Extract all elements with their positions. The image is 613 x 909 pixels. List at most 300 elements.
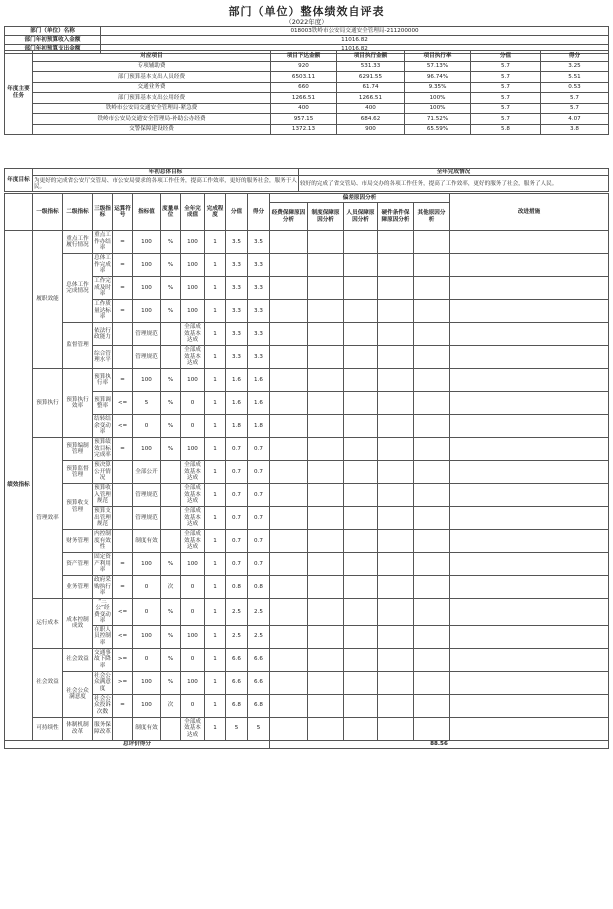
perf-analysis-cell	[308, 576, 344, 599]
perf-cell: %	[161, 648, 181, 671]
perf-row	[5, 231, 609, 254]
perf-cell: %	[161, 392, 181, 415]
perf-cell: 100	[181, 231, 205, 254]
perf-sub-s3: 监督管理	[63, 323, 93, 369]
perf-analysis-cell	[450, 461, 609, 484]
perf-cell: 总体工作完成率	[93, 254, 113, 277]
perf-cell: 1	[205, 507, 226, 530]
perf-analysis-cell	[450, 553, 609, 576]
perf-cell: =	[113, 369, 133, 392]
perf-cell: 0.7	[248, 530, 270, 553]
dept-value: 018003铁岭市公安局交通安全管理局-211200000	[101, 27, 609, 36]
perf-analysis-cell	[414, 530, 450, 553]
perf-analysis-cell	[414, 507, 450, 530]
perf-cell: %	[161, 415, 181, 438]
task-cell: 65.59%	[405, 124, 471, 135]
perf-cell: 3.3	[226, 254, 248, 277]
perf-cell: 预算调整率	[93, 392, 113, 415]
perf-analysis-cell	[378, 300, 414, 323]
perf-analysis-cell	[308, 461, 344, 484]
perf-cell: 2.5	[226, 599, 248, 626]
goals-table	[4, 168, 609, 192]
perf-analysis-cell	[450, 717, 609, 740]
perf-row	[5, 576, 609, 599]
perf-analysis-cell	[450, 648, 609, 671]
perf-cell: %	[161, 553, 181, 576]
perf-cell	[113, 323, 133, 346]
perf-sub-s6: 预算监督管理	[63, 461, 93, 484]
perf-row	[5, 717, 609, 740]
perf-cell: 全部成效基本达成	[181, 717, 205, 740]
perf-row	[5, 254, 609, 277]
perf-cell: 制度有效	[133, 717, 161, 740]
perf-cell	[161, 346, 181, 369]
perf-cell: 重点工作办结率	[93, 231, 113, 254]
perf-analysis-cell	[308, 438, 344, 461]
perf-sub-s13: 社会公众满意度	[63, 671, 93, 717]
perf-cell: 全部成效基本达成	[181, 484, 205, 507]
perf-analysis-cell	[270, 599, 308, 626]
task-cell: 100%	[405, 93, 471, 104]
perf-section-head	[5, 194, 33, 231]
perf-analysis-cell	[270, 461, 308, 484]
perf-cell: 0.8	[248, 576, 270, 599]
perf-head-done: 全年完成值	[181, 194, 205, 231]
perf-analysis-cell	[344, 507, 378, 530]
perf-cell: =	[113, 438, 133, 461]
perf-analysis-cell	[308, 415, 344, 438]
perf-group-g6: 可持续性	[33, 717, 63, 740]
perf-cell: <=	[113, 415, 133, 438]
perf-analysis-cell	[308, 530, 344, 553]
perf-cell: 1	[205, 599, 226, 626]
perf-analysis-cell	[308, 717, 344, 740]
perf-cell	[113, 507, 133, 530]
perf-analysis-cell	[270, 553, 308, 576]
task-cell: 660	[271, 82, 337, 93]
perf-analysis-cell	[344, 599, 378, 626]
task-cell: 400	[337, 103, 405, 114]
perf-cell: 5	[226, 717, 248, 740]
perf-analysis-cell	[378, 461, 414, 484]
perf-cell: 100	[133, 369, 161, 392]
perf-analysis-cell	[308, 231, 344, 254]
perf-analysis-cell	[270, 576, 308, 599]
perf-cell: 0	[133, 576, 161, 599]
perf-cell: 100	[133, 254, 161, 277]
perf-cell: >=	[113, 648, 133, 671]
perf-cell: 内控制度有效性	[93, 530, 113, 553]
perf-cell: 1.6	[248, 369, 270, 392]
perf-cell: %	[161, 438, 181, 461]
task-cell: 684.62	[337, 114, 405, 125]
perf-analysis-cell	[308, 599, 344, 626]
perf-cell: >=	[113, 671, 133, 694]
perf-row	[5, 392, 609, 415]
perf-cell: 0.7	[248, 553, 270, 576]
perf-cell: 依法行政能力	[93, 323, 113, 346]
perf-cell	[161, 323, 181, 346]
perf-cell: 0	[181, 648, 205, 671]
expense-value: 11016.82	[101, 45, 609, 54]
perf-cell: “三公”经费变动率	[94, 599, 111, 625]
perf-cell: 100	[133, 553, 161, 576]
perf-sub-s11: 成本控制成效	[63, 599, 93, 649]
perf-cell: =	[113, 277, 133, 300]
perf-analysis-cell	[270, 392, 308, 415]
perf-cell: 0.7	[226, 507, 248, 530]
perf-analysis-cell	[414, 392, 450, 415]
perf-analysis-cell	[450, 625, 609, 648]
perf-analysis-cell	[414, 369, 450, 392]
task-cell: 531.33	[337, 61, 405, 72]
perf-cell: 100	[181, 369, 205, 392]
perf-row	[5, 484, 609, 507]
perf-cell: 预算支出管理规范	[93, 507, 113, 530]
perf-sub-s5: 预算编制管理	[63, 438, 93, 461]
perf-analysis-cell	[270, 277, 308, 300]
perf-sub-s4: 预算执行效率	[63, 369, 93, 438]
goals-overall-label: 年初总体目标	[33, 169, 299, 176]
perf-analysis-cell	[414, 717, 450, 740]
perf-group-g3: 管理效率	[33, 438, 63, 599]
perf-analysis-cell	[414, 231, 450, 254]
tasks-header-cell: 得分	[541, 51, 609, 62]
task-cell: 957.15	[271, 114, 337, 125]
task-cell: 61.74	[337, 82, 405, 93]
perf-cell: 6.6	[226, 671, 248, 694]
perf-cell: 1.6	[226, 392, 248, 415]
perf-analysis-cell	[344, 231, 378, 254]
perf-analysis-cell	[308, 507, 344, 530]
task-cell: 9.35%	[405, 82, 471, 93]
perf-cell: 3.5	[248, 231, 270, 254]
perf-cell: 100	[181, 277, 205, 300]
page-title: 部门（单位）整体绩效自评表	[228, 5, 385, 18]
perf-cell: 0	[181, 694, 205, 717]
perf-analysis-cell	[344, 346, 378, 369]
perf-cell: 6.6	[248, 671, 270, 694]
perf-cell: 1	[205, 694, 226, 717]
perf-analysis-cell	[344, 553, 378, 576]
perf-cell: 1.6	[248, 392, 270, 415]
perf-cell	[113, 346, 133, 369]
perf-cell: 100	[181, 625, 205, 648]
task-row	[5, 114, 609, 125]
perf-analysis-cell	[344, 392, 378, 415]
perf-analysis-cell	[344, 671, 378, 694]
perf-sub-s1: 重点工作履行情况	[63, 231, 93, 254]
perf-cell: 0	[181, 599, 205, 626]
perf-cell: 1	[205, 392, 226, 415]
task-cell: 1266.51	[271, 93, 337, 104]
perf-analysis-cell	[378, 694, 414, 717]
perf-head-unit: 度量单位	[161, 194, 181, 231]
perf-analysis-cell	[270, 323, 308, 346]
perf-cell: 1.6	[226, 369, 248, 392]
perf-cell: <=	[113, 625, 133, 648]
perf-analysis-cell	[344, 648, 378, 671]
perf-row	[5, 648, 609, 671]
perf-cell: 100	[133, 277, 161, 300]
perf-analysis-cell	[414, 648, 450, 671]
perf-cell: %	[161, 599, 181, 626]
perf-cell: =	[113, 300, 133, 323]
perf-cell: 0.7	[226, 438, 248, 461]
perf-analysis-cell	[308, 694, 344, 717]
perf-analysis-cell	[378, 717, 414, 740]
perf-analysis-cell	[450, 576, 609, 599]
perf-cell: 1	[205, 717, 226, 740]
task-cell: 3.25	[541, 61, 609, 72]
perf-analysis-cell	[450, 599, 609, 626]
perf-analysis-cell	[450, 530, 609, 553]
task-cell: 部门预算基本支出人员经费	[33, 72, 271, 83]
perf-analysis-cell	[378, 599, 414, 626]
perf-analysis-cell	[414, 254, 450, 277]
perf-analysis-cell	[450, 507, 609, 530]
perf-analysis-cell	[378, 254, 414, 277]
task-row	[5, 61, 609, 72]
tasks-header-cell: 分值	[471, 51, 541, 62]
task-cell: 4.07	[541, 114, 609, 125]
perf-analysis-cell	[414, 694, 450, 717]
perf-analysis-cell	[450, 438, 609, 461]
perf-analysis-cell	[378, 369, 414, 392]
tasks-header-cell: 项目下达金额	[271, 51, 337, 62]
perf-cell: 3.3	[248, 254, 270, 277]
perf-cell: 3.3	[248, 323, 270, 346]
perf-analysis-cell	[450, 254, 609, 277]
perf-table	[4, 193, 609, 749]
perf-cell: =	[113, 694, 133, 717]
perf-analysis-cell	[344, 530, 378, 553]
perf-cell: 0.7	[248, 507, 270, 530]
perf-cell: 服务保障改革	[93, 717, 113, 740]
perf-cell: 预决算公开情况	[93, 461, 113, 484]
perf-sub-s8: 财务管理	[63, 530, 93, 553]
perf-analysis-cell	[344, 717, 378, 740]
perf-head-a1: 经费保障原因分析	[270, 203, 308, 231]
perf-row	[5, 461, 609, 484]
perf-analysis-cell	[378, 625, 414, 648]
perf-cell: 1	[205, 625, 226, 648]
perf-analysis-cell	[450, 484, 609, 507]
perf-cell: 2.5	[248, 625, 270, 648]
perf-cell: 100	[133, 438, 161, 461]
perf-analysis-cell	[450, 671, 609, 694]
perf-cell: 社会公众满意度	[93, 671, 113, 694]
perf-cell: 1	[205, 323, 226, 346]
perf-analysis-cell	[308, 346, 344, 369]
perf-row	[5, 599, 609, 626]
perf-cell: 3.3	[226, 346, 248, 369]
perf-cell: 社会公众投诉次数	[93, 694, 113, 717]
perf-cell: 固定资产利用率	[93, 553, 113, 576]
perf-analysis-cell	[308, 254, 344, 277]
perf-cell: 1	[205, 553, 226, 576]
task-cell: 6291.55	[337, 72, 405, 83]
perf-analysis-cell	[270, 300, 308, 323]
perf-cell	[113, 717, 133, 740]
perf-analysis-cell	[344, 277, 378, 300]
perf-cell: 1	[205, 277, 226, 300]
goals-overall-text: 为更好的完成省公安厅交管局、市公安局要求的各项工作任务，提高工作效率，更好的服务社会，服务于人民。	[34, 177, 297, 190]
perf-analysis-cell	[414, 625, 450, 648]
perf-group-g5: 社会效益	[33, 648, 63, 717]
perf-analysis-cell	[270, 507, 308, 530]
perf-cell: %	[161, 254, 181, 277]
expense-label: 部门年初预算支出金额	[5, 45, 101, 54]
perf-cell: 1	[205, 231, 226, 254]
perf-cell: 制度有效	[133, 530, 161, 553]
perf-cell: %	[161, 625, 181, 648]
perf-cell: 1	[205, 576, 226, 599]
perf-head-a5: 其他原因分析	[414, 203, 450, 231]
perf-cell: 5	[248, 717, 270, 740]
perf-head-improve: 改进措施	[450, 194, 609, 231]
tasks-header-cell: 项目执行率	[405, 51, 471, 62]
perf-analysis-cell	[270, 484, 308, 507]
perf-head-lvl3: 三级指标	[93, 194, 113, 231]
perf-analysis-cell	[378, 323, 414, 346]
perf-cell: 预算执行率	[93, 369, 113, 392]
task-cell: 96.74%	[405, 72, 471, 83]
goals-complete-label: 全年完成情况	[299, 169, 609, 176]
perf-cell: 1	[205, 530, 226, 553]
perf-cell: 管理规范	[133, 507, 161, 530]
perf-analysis-cell	[344, 323, 378, 346]
perf-row	[5, 694, 609, 717]
task-cell: 部门预算基本支出公用经费	[33, 93, 271, 104]
perf-head-op: 运算符号	[113, 194, 133, 231]
perf-group-g4: 运行成本	[33, 599, 63, 649]
perf-cell: 100	[181, 254, 205, 277]
perf-analysis-cell	[270, 438, 308, 461]
task-cell: 铁岭市公安局交通安全管理局-补助公办经费	[33, 114, 271, 125]
perf-analysis-cell	[450, 694, 609, 717]
perf-row	[5, 346, 609, 369]
task-cell: 1266.51	[337, 93, 405, 104]
perf-head-lvl1: 一级指标	[33, 194, 63, 231]
task-cell: 57.13%	[405, 61, 471, 72]
task-cell: 71.52%	[405, 114, 471, 125]
perf-cell	[161, 717, 181, 740]
perf-cell: 1	[205, 671, 226, 694]
task-cell: 5.7	[471, 61, 541, 72]
perf-analysis-cell	[378, 484, 414, 507]
perf-cell: 6.6	[226, 648, 248, 671]
perf-row	[5, 625, 609, 648]
perf-analysis-cell	[270, 254, 308, 277]
perf-cell: 0.7	[248, 484, 270, 507]
perf-head-target: 指标值	[133, 194, 161, 231]
perf-analysis-cell	[378, 392, 414, 415]
perf-head-degree: 完成程度	[205, 194, 226, 231]
tasks-table	[4, 50, 609, 135]
perf-analysis-cell	[270, 369, 308, 392]
perf-analysis-cell	[450, 346, 609, 369]
perf-cell: 100	[133, 300, 161, 323]
perf-row	[5, 530, 609, 553]
dept-label: 部门（单位）名称	[5, 27, 101, 36]
perf-row	[5, 323, 609, 346]
perf-cell: 次	[161, 694, 181, 717]
perf-cell: 100	[181, 438, 205, 461]
perf-cell: =	[113, 553, 133, 576]
perf-analysis-cell	[450, 369, 609, 392]
perf-cell	[113, 530, 133, 553]
perf-head-score: 分值	[226, 194, 248, 231]
perf-cell: 1.8	[226, 415, 248, 438]
perf-analysis-cell	[414, 599, 450, 626]
perf-cell: 1	[205, 346, 226, 369]
task-cell: 5.7	[541, 103, 609, 114]
perf-analysis-cell	[378, 507, 414, 530]
perf-analysis-cell	[270, 231, 308, 254]
perf-cell: 1	[205, 369, 226, 392]
perf-cell: 3.3	[226, 323, 248, 346]
income-label: 部门年初预算收入金额	[5, 36, 101, 45]
perf-analysis-cell	[344, 415, 378, 438]
total-label: 总评价得分	[5, 740, 270, 748]
tasks-header-cell: 项目执行金额	[337, 51, 405, 62]
perf-analysis-cell	[308, 553, 344, 576]
perf-cell: 管理规范	[133, 346, 161, 369]
perf-analysis-cell	[414, 553, 450, 576]
perf-row	[5, 369, 609, 392]
perf-cell: 3.5	[226, 231, 248, 254]
task-cell: 920	[271, 61, 337, 72]
perf-cell: 全部公开	[133, 461, 161, 484]
perf-cell: 综合管理水平	[93, 346, 113, 369]
perf-cell: 工作质量达标率	[93, 300, 113, 323]
task-row	[5, 72, 609, 83]
perf-cell	[113, 461, 133, 484]
perf-analysis-cell	[308, 625, 344, 648]
perf-cell: 全部成效基本达成	[181, 461, 205, 484]
perf-cell: =	[113, 254, 133, 277]
perf-analysis-cell	[414, 461, 450, 484]
perf-cell: 0.7	[248, 461, 270, 484]
perf-analysis-cell	[270, 625, 308, 648]
perf-analysis-cell	[270, 671, 308, 694]
perf-analysis-cell	[270, 415, 308, 438]
perf-cell: 全部成效基本达成	[181, 507, 205, 530]
perf-cell: 0.7	[226, 461, 248, 484]
perf-cell: %	[161, 300, 181, 323]
perf-row	[5, 415, 609, 438]
perf-analysis-cell	[344, 484, 378, 507]
perf-analysis-cell	[450, 231, 609, 254]
perf-analysis-cell	[378, 553, 414, 576]
perf-analysis-cell	[378, 277, 414, 300]
perf-analysis-cell	[378, 530, 414, 553]
perf-analysis-cell	[414, 415, 450, 438]
perf-head-lvl2: 二级指标	[63, 194, 93, 231]
perf-cell	[161, 507, 181, 530]
task-cell: 专项辅助费	[33, 61, 271, 72]
task-row	[5, 82, 609, 93]
perf-cell: 3.3	[248, 346, 270, 369]
perf-cell: =	[113, 576, 133, 599]
perf-analysis-cell	[308, 648, 344, 671]
perf-analysis-cell	[414, 346, 450, 369]
perf-cell: 工作完成及时率	[93, 277, 113, 300]
task-cell: 100%	[405, 103, 471, 114]
perf-analysis-cell	[344, 369, 378, 392]
perf-analysis-cell	[270, 530, 308, 553]
